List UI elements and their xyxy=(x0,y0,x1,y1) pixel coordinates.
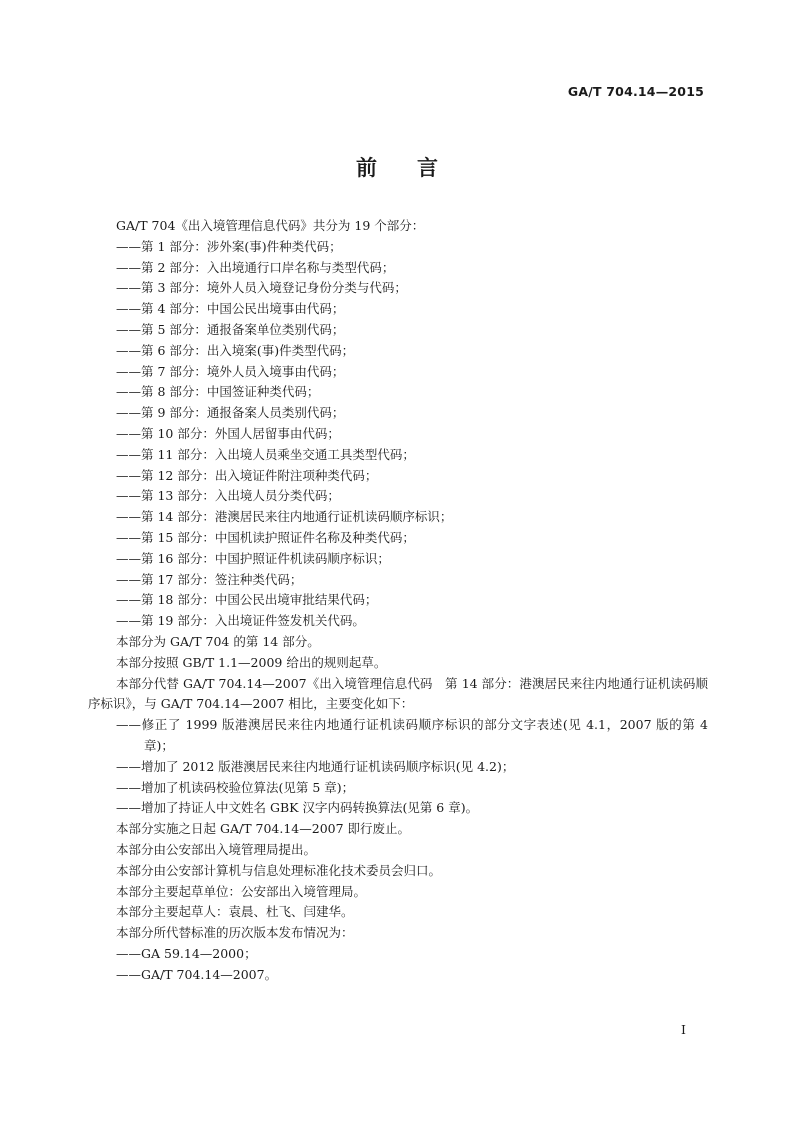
abolish-statement: 本部分实施之日起 GA/T 704.14—2007 即行废止。 xyxy=(116,821,411,837)
list-item-part-1: ——第 1 部分：涉外案(事)件种类代码； xyxy=(116,238,342,254)
foreword-body xyxy=(88,216,708,985)
intro-paragraph: GA/T 704《出入境管理信息代码》共分为 19 个部分： xyxy=(116,218,425,233)
list-item-part-15: ——第 15 部分：中国机读护照证件名称及种类代码； xyxy=(116,529,415,545)
drafting-unit-statement: 本部分主要起草单位：公安部出入境管理局。 xyxy=(116,883,367,899)
committee-statement: 本部分由公安部计算机与信息处理标准化技术委员会归口。 xyxy=(116,862,442,878)
list-item-part-19: ——第 19 部分：入出境证件签发机关代码。 xyxy=(116,613,365,629)
list-item-part-14: ——第 14 部分：港澳居民来往内地通行证机读码顺序标识； xyxy=(116,509,453,525)
this-part-statement: 本部分为 GA/T 704 的第 14 部分。 xyxy=(116,633,320,649)
list-item-part-13: ——第 13 部分：入出境人员分类代码； xyxy=(116,488,340,504)
drafting-rules-statement: 本部分按照 GB/T 1.1—2009 给出的规则起草。 xyxy=(116,654,387,670)
history-list xyxy=(88,944,708,986)
list-item-change-1: ——修正了 1999 版港澳居民来往内地通行证机读码顺序标识的部分文字表述(见 4.1，2007 版的第 4 章)； xyxy=(116,717,708,753)
drafters-statement: 本部分主要起草人：袁晨、杜飞、闫建华。 xyxy=(116,904,354,920)
proposer-statement: 本部分由公安部出入境管理局提出。 xyxy=(116,841,317,857)
list-item-history-1: ——GA 59.14—2000； xyxy=(116,945,257,961)
standard-code-header: GA/T 704.14—2015 xyxy=(567,84,704,99)
list-item-change-2: ——增加了 2012 版港澳居民来往内地通行证机读码顺序标识(见 4.2)； xyxy=(116,758,515,774)
list-item-part-6: ——第 6 部分：出入境案(事)件类型代码； xyxy=(116,342,355,358)
list-item-change-3: ——增加了机读码校验位算法(见第 5 章)； xyxy=(116,779,355,795)
list-item-part-2: ——第 2 部分：入出境通行口岸名称与类型代码； xyxy=(116,259,395,275)
list-item-part-3: ——第 3 部分：境外人员入境登记身份分类与代码； xyxy=(116,280,407,296)
list-item-part-17: ——第 17 部分：签注种类代码； xyxy=(116,571,303,587)
list-item-part-7: ——第 7 部分：境外人员入境事由代码； xyxy=(116,363,345,379)
page-title: 前言 xyxy=(356,156,478,180)
list-item-part-4: ——第 4 部分：中国公民出境事由代码； xyxy=(116,301,345,317)
list-item-part-18: ——第 18 部分：中国公民出境审批结果代码； xyxy=(116,592,378,608)
statements-block xyxy=(88,819,708,944)
list-item-part-9: ——第 9 部分：通报备案人员类别代码； xyxy=(116,405,345,421)
list-item-part-5: ——第 5 部分：通报备案单位类别代码； xyxy=(116,321,345,337)
list-item-part-8: ——第 8 部分：中国签证种类代码； xyxy=(116,384,320,400)
changes-list xyxy=(88,715,708,819)
list-item-part-12: ——第 12 部分：出入境证件附注项种类代码； xyxy=(116,467,378,483)
list-item-part-10: ——第 10 部分：外国人居留事由代码； xyxy=(116,425,340,441)
list-item-part-16: ——第 16 部分：中国护照证件机读码顺序标识； xyxy=(116,550,390,566)
list-item-part-11: ——第 11 部分：入出境人员乘坐交通工具类型代码； xyxy=(116,446,415,462)
history-intro-statement: 本部分所代替标准的历次版本发布情况为： xyxy=(116,925,354,941)
list-item-history-2: ——GA/T 704.14—2007。 xyxy=(116,966,278,982)
replaces-paragraph: 本部分代替 GA/T 704.14—2007《出入境管理信息代码 第 14 部分：港澳居民来往内地通行证机读码顺序标识》，与 GA/T 704.14—2007 相比，主要变化如下： xyxy=(88,675,708,712)
parts-list xyxy=(88,237,708,632)
page-number: I xyxy=(681,1022,686,1037)
list-item-change-4: ——增加了持证人中文姓名 GBK 汉字内码转换算法(见第 6 章)。 xyxy=(116,800,479,816)
